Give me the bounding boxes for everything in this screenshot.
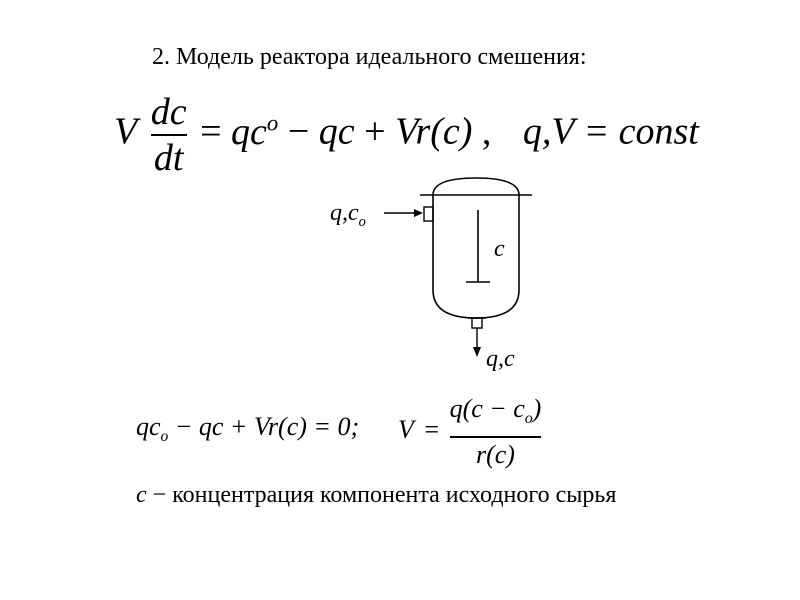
eq1-equals: =	[200, 110, 222, 153]
volume-equation	[398, 394, 541, 470]
eq2-equals: =	[424, 415, 440, 445]
eq1-minus: −	[287, 110, 310, 153]
steady-state-equation	[136, 412, 359, 452]
concentration-label: c	[494, 236, 505, 262]
outlet-label: q,c	[486, 346, 515, 372]
eq1-term2: qc	[318, 110, 355, 153]
outlet-arrow-head	[473, 347, 481, 357]
reactor-vessel	[433, 195, 519, 318]
eq1-conditions: q,V = const	[522, 110, 699, 153]
eq2-volume: V	[398, 415, 414, 445]
eq2-rest: − qc + Vr(c) = 0;	[168, 412, 360, 441]
caption-text: − концентрация компонента исходного сырья	[146, 482, 617, 508]
caption-symbol: c	[136, 482, 147, 508]
inlet-nozzle	[424, 207, 433, 221]
eq1-derivative-denominator: dt	[153, 137, 184, 179]
eq1-term3: Vr(c)	[395, 110, 473, 153]
reactor-lid-dome	[433, 178, 519, 195]
slide-title: 2. Модель реактора идеального смешения:	[152, 44, 587, 70]
eq1-derivative-numerator: dc	[150, 91, 187, 133]
eq1-plus: +	[364, 110, 386, 153]
eq2-term1: $qc_o$	[136, 412, 169, 446]
inlet-label: $q,c_o$	[330, 200, 366, 230]
eq2-fraction-bar	[450, 436, 542, 438]
eq2-fraction	[450, 394, 542, 470]
outlet-nozzle	[472, 318, 482, 328]
eq2-denominator: r(c)	[475, 440, 515, 470]
eq1-comma: ,	[481, 110, 492, 153]
eq2-numerator: $q(c - c_o)$	[449, 394, 542, 428]
eq1-volume: V	[114, 110, 138, 153]
inlet-arrow-head	[414, 209, 423, 217]
eq1-term1: $qc^o$	[231, 110, 279, 153]
definition-caption	[136, 480, 616, 510]
